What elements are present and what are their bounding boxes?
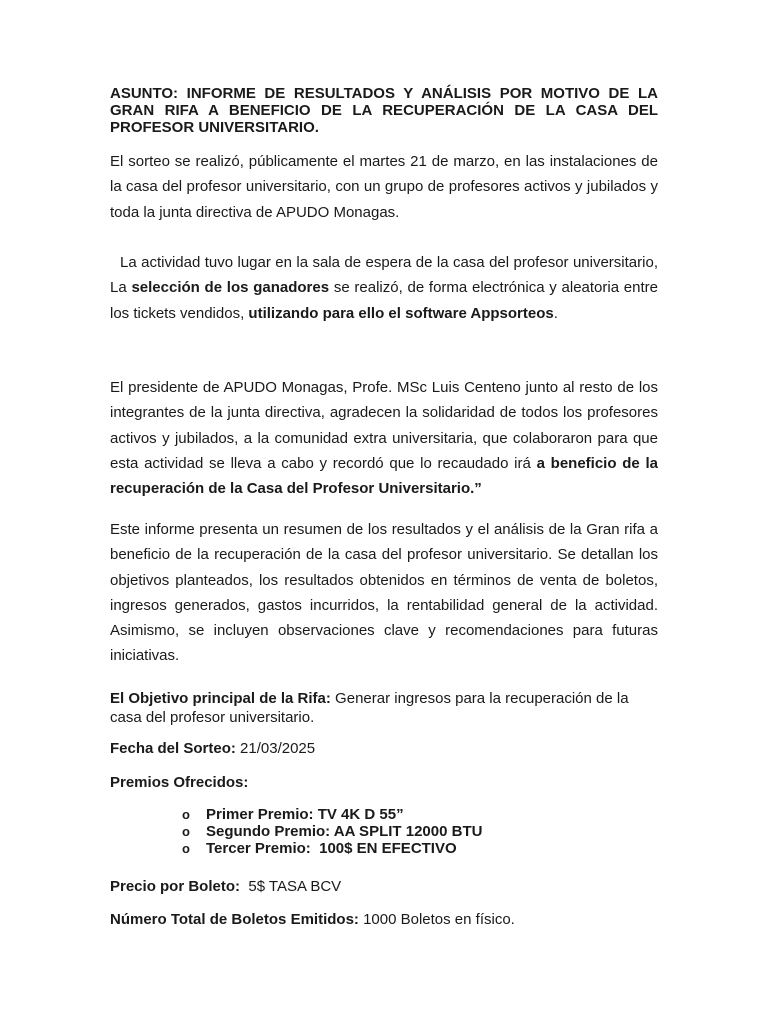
date-field bbox=[110, 739, 658, 758]
bullet-icon: o bbox=[182, 841, 190, 856]
p3-bold-benefit: a beneficio de la recuperación de la Casa del Profesor Universitario.” bbox=[110, 454, 658, 498]
p2-text-c: se realizó, de forma electrónica y aleatoria entre los tickets vendidos, bbox=[110, 279, 658, 322]
subject-heading: ASUNTO: INFORME DE RESULTADOS Y ANÁLISIS POR MOTIVO DE LA GRAN RIFA A BENEFICIO DE LA RECUPERACIÓN DE LA CASA DEL PROFESOR UNIVERSITARIO. bbox=[110, 85, 658, 136]
list-item bbox=[182, 823, 482, 840]
paragraph-draw-info: El sorteo se realizó, públicamente el martes 21 de marzo, en las instalaciones de la casa del profesor universitario, con un grupo de profesores activos y jubilados y toda la junta directiva de APUDO Monagas. bbox=[110, 153, 658, 221]
paragraph-president bbox=[110, 375, 658, 501]
list-item bbox=[182, 806, 482, 823]
price-label: Precio por Boleto: bbox=[110, 878, 241, 895]
objective-field bbox=[110, 689, 658, 727]
paragraph-activity bbox=[110, 250, 658, 326]
p2-bold-software: utilizando para ello el software Appsorteos bbox=[248, 304, 554, 322]
objective-value: Generar ingresos para la recuperación de la casa del profesor universitario. bbox=[110, 690, 629, 726]
list-item bbox=[182, 840, 482, 857]
prizes-label: Premios Ofrecidos: bbox=[110, 774, 249, 791]
total-label: Número Total de Boletos Emitidos: bbox=[110, 911, 359, 928]
objective-label: El Objetivo principal de la Rifa: bbox=[110, 690, 331, 707]
prizes-list bbox=[182, 806, 482, 857]
price-value: 5$ TASA BCV bbox=[240, 878, 342, 895]
date-value: 21/03/2025 bbox=[235, 740, 316, 757]
prize-third: Tercer Premio: 100$ EN EFECTIVO bbox=[206, 840, 457, 857]
p3-text-a: El presidente de APUDO Monagas, Profe. MSc Luis Centeno junto al resto de los integrantes de la junta directiva, agradecen la solidaridad de todos los profesores activos y jubilados, a la comunidad extra universitaria, que colaboraron para que esta actividad se lleva a cabo y recordó que lo recaudado irá bbox=[110, 379, 658, 472]
p2-text-e: . bbox=[553, 304, 558, 322]
p2-bold-selection: selección de los ganadores bbox=[131, 279, 330, 297]
bullet-icon: o bbox=[182, 807, 190, 822]
bullet-icon: o bbox=[182, 824, 190, 839]
date-label: Fecha del Sorteo: bbox=[110, 740, 236, 757]
total-tickets-field bbox=[110, 910, 658, 929]
price-field bbox=[110, 877, 658, 896]
prize-second: Segundo Premio: AA SPLIT 12000 BTU bbox=[206, 823, 483, 840]
paragraph-report-summary: Este informe presenta un resumen de los resultados y el análisis de la Gran rifa a beneficio de la recuperación de la casa del profesor universitario. Se detallan los objetivos planteados, los resultados obtenidos en términos de venta de boletos, ingresos generados, gastos incurridos, la rentabilidad general de la actividad. Asimismo, se incluyen observaciones clave y recomendaciones para futuras iniciativas. bbox=[110, 521, 658, 665]
prize-first: Primer Premio: TV 4K D 55” bbox=[206, 806, 404, 823]
prizes-field bbox=[110, 773, 658, 792]
p2-text-a: La actividad tuvo lugar en la sala de espera de la casa del profesor universitario, La bbox=[110, 254, 658, 297]
total-value: 1000 Boletos en físico. bbox=[358, 911, 515, 928]
